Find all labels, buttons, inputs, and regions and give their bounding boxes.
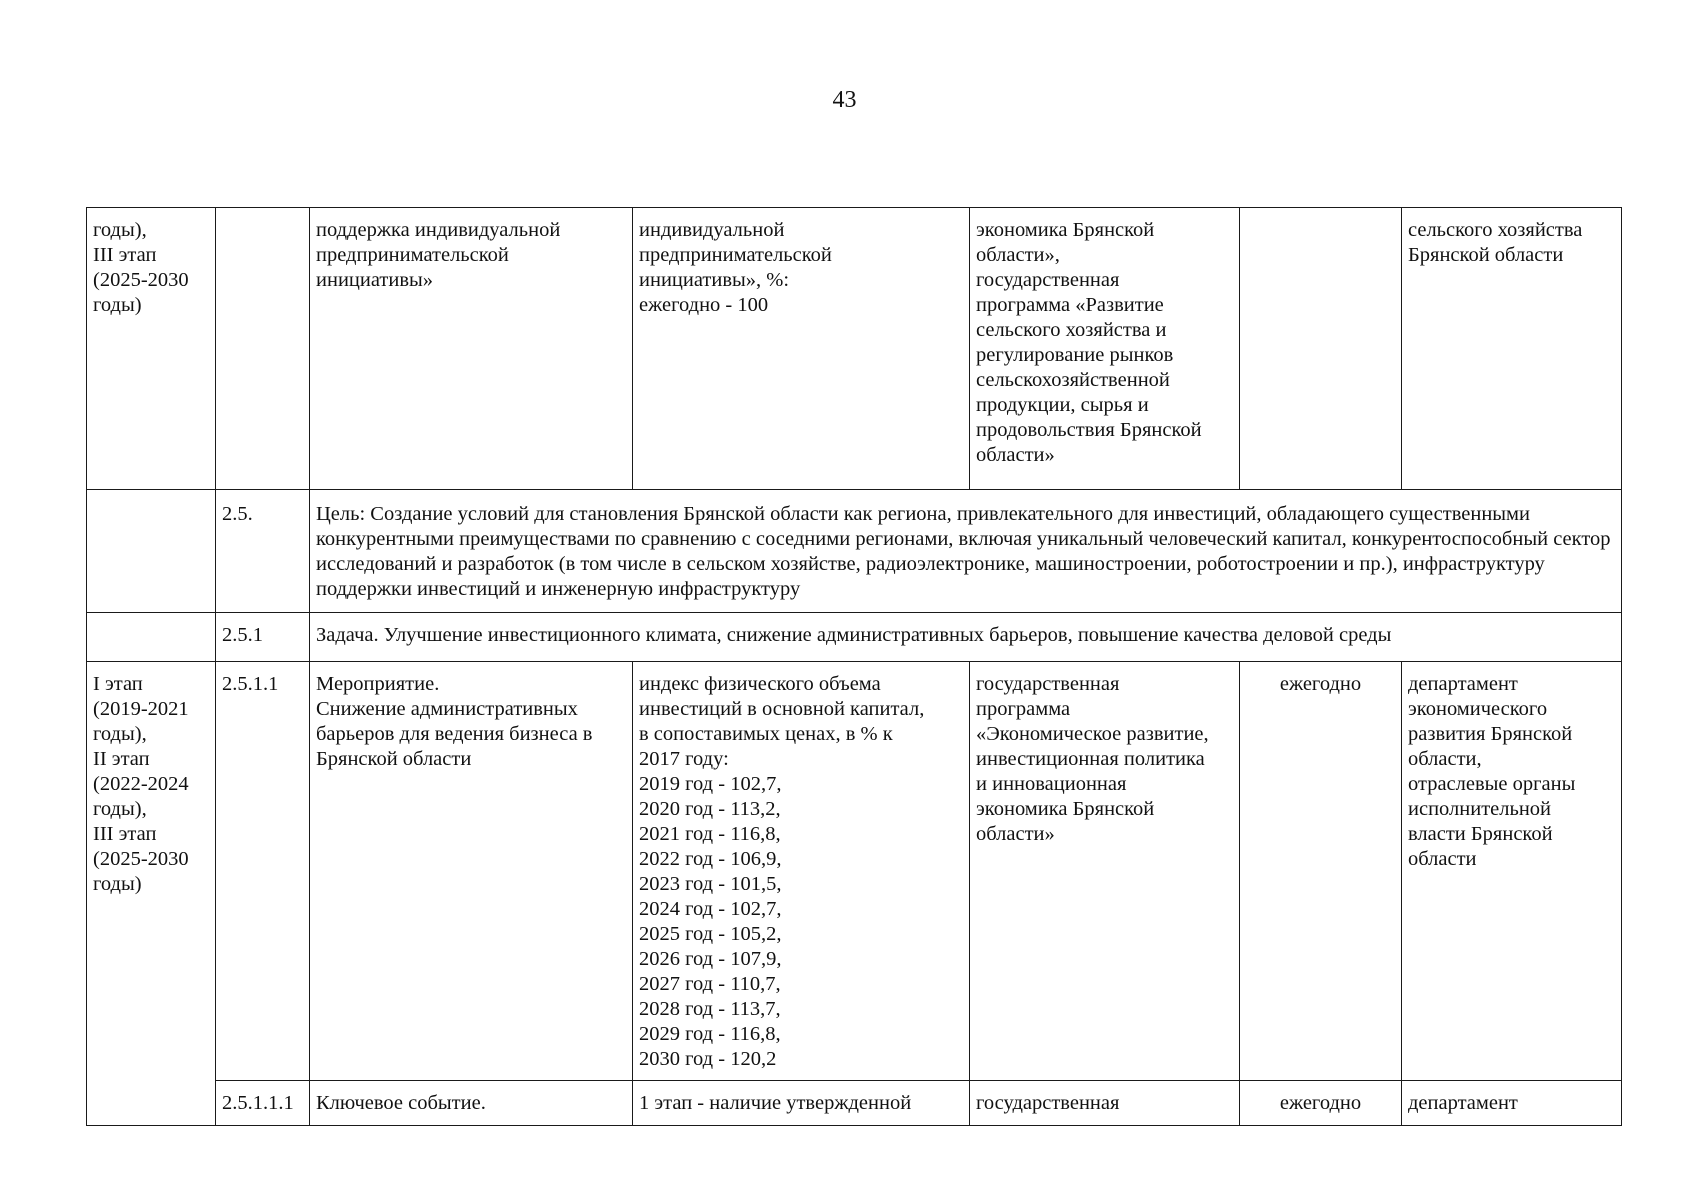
activity-cell: поддержка индивидуальной предпринимательской инициативы» (310, 208, 633, 490)
task-cell: Задача. Улучшение инвестиционного климата, снижение административных барьеров, повышение качества деловой среды (310, 613, 1622, 662)
goal-cell: Цель: Создание условий для становления Брянской области как региона, привлекательного для инвестиций, обладающего существенными конкурентными преимуществами по сравнению с соседними регионами, включая уникальный человеческий капитал, конкурентоспособный сектор исследований и разработок (в том числе в сельском хозяйстве, радиоэлектронике, машиностроении, роботостроении и пр.), инфраструктуру поддержки инвестиций и инженерную инфраструктуру (310, 490, 1622, 613)
measures-table (86, 207, 1622, 1126)
activity-cell: Мероприятие. Снижение административных барьеров для ведения бизнеса в Брянской области (310, 662, 633, 1081)
page-number: 43 (832, 87, 857, 113)
program-cell: государственная (970, 1081, 1240, 1126)
stage-cell (87, 613, 216, 662)
indicator-cell: 1 этап - наличие утвержденной (633, 1081, 970, 1126)
number-cell: 2.5.1.1.1 (216, 1081, 310, 1126)
program-cell: государственная программа «Экономическое развитие, инвестиционная политика и инновационная экономика Брянской области» (970, 662, 1240, 1081)
responsible-cell: департамент (1402, 1081, 1622, 1126)
frequency-cell: ежегодно (1240, 1081, 1402, 1126)
number-cell: 2.5.1.1 (216, 662, 310, 1081)
table-row (87, 208, 1622, 490)
program-cell: экономика Брянской области», государственная программа «Развитие сельского хозяйства и регулирование рынков сельскохозяйственной продукции, сырья и продовольствия Брянской области» (970, 208, 1240, 490)
responsible-cell: департамент экономического развития Брянской области, отраслевые органы исполнительной власти Брянской области (1402, 662, 1622, 1081)
responsible-cell: сельского хозяйства Брянской области (1402, 208, 1622, 490)
indicator-cell: индекс физического объема инвестиций в основной капитал, в сопоставимых ценах, в % к 2017 году: 2019 год - 102,7, 2020 год - 113,2, 2021 год - 116,8, 2022 год - 106,9, 2023 год - 101,5, 2024 год - 102,7, 2025 год - 105,2, 2026 год - 107,9, 2027 год - 110,7, 2028 год - 113,7, 2029 год - 116,8, 2030 год - 120,2 (633, 662, 970, 1081)
table-row (87, 490, 1622, 613)
indicator-cell: индивидуальной предпринимательской инициативы», %: ежегодно - 100 (633, 208, 970, 490)
frequency-cell: ежегодно (1240, 662, 1402, 1081)
table-row (87, 662, 1622, 1081)
activity-cell: Ключевое событие. (310, 1081, 633, 1126)
number-cell: 2.5.1 (216, 613, 310, 662)
table-row (87, 613, 1622, 662)
stage-cell (87, 490, 216, 613)
stage-cell: I этап (2019-2021 годы), II этап (2022-2024 годы), III этап (2025-2030 годы) (87, 662, 216, 1126)
number-cell: 2.5. (216, 490, 310, 613)
number-cell (216, 208, 310, 490)
frequency-cell (1240, 208, 1402, 490)
table-row (87, 1081, 1622, 1126)
stage-cell: годы), III этап (2025-2030 годы) (87, 208, 216, 490)
